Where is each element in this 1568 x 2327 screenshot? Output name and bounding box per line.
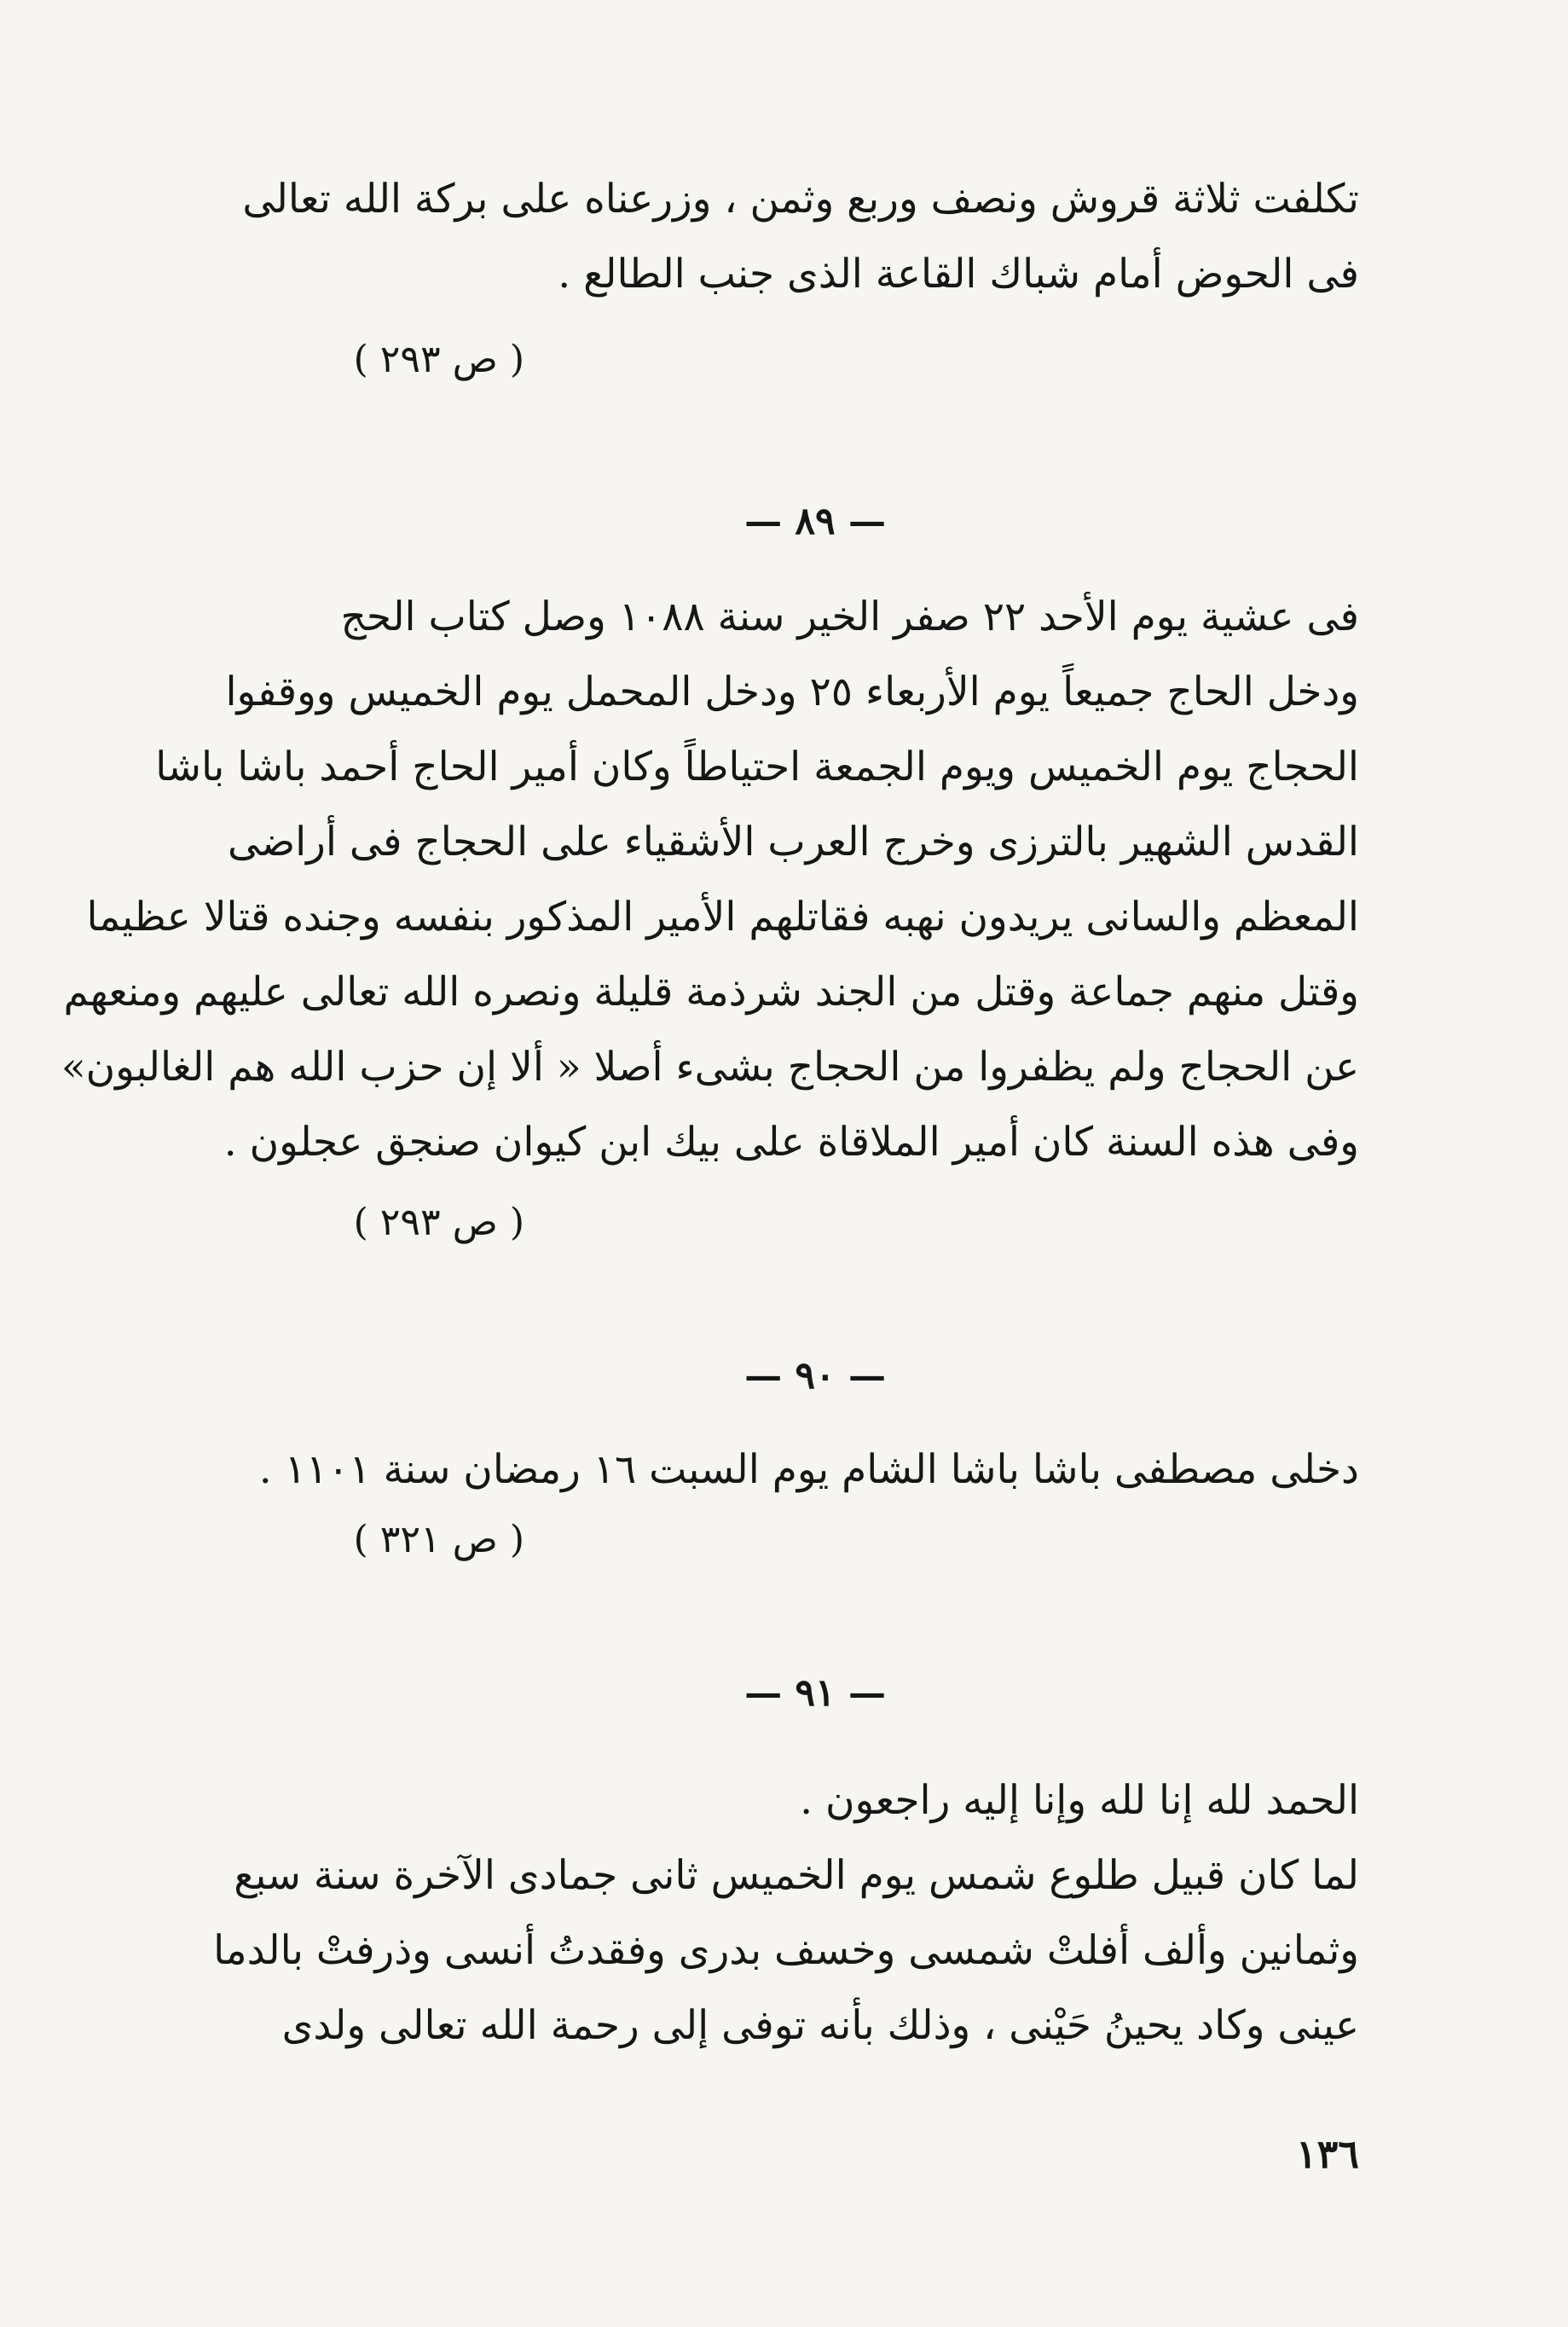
section-91-text bbox=[204, 1763, 1359, 2064]
text-line: وقتل منهم جماعة وقتل من الجند شرذمة قليلة ونصره الله تعالى عليهم ومنعهم bbox=[63, 969, 1359, 1016]
section-number: — ٩٠ — bbox=[744, 1354, 886, 1398]
text-line: وفى هذه السنة كان أمير الملاقاة على بيك ابن كيوان صنجق عجلون . bbox=[223, 1119, 1359, 1166]
text-line: ودخل الحاج جميعاً يوم الأربعاء ٢٥ ودخل المحمل يوم الخميس ووقفوا bbox=[225, 669, 1359, 715]
text-line: عينى وكاد يحينُ حَيْنى ، وذلك بأنه توفى إلى رحمة الله تعالى ولدى bbox=[281, 2002, 1359, 2049]
intro-paragraph bbox=[204, 162, 1359, 312]
text-line: الحجاج يوم الخميس ويوم الجمعة احتياطاً وكان أمير الحاج أحمد باشا باشا bbox=[155, 744, 1359, 790]
text-line: فى الحوض أمام شباك القاعة الذى جنب الطالع . bbox=[558, 251, 1359, 298]
text-line: الحمد لله إنا لله وإنا إليه راجعون . bbox=[800, 1777, 1359, 1824]
text-line: وثمانين وألف أفلتْ شمسى وخسف بدرى وفقدتُ أنسى وذرفتْ بالدما bbox=[213, 1927, 1359, 1974]
text-line: فى عشية يوم الأحد ٢٢ صفر الخير سنة ١٠٨٨ وصل كتاب الحج bbox=[340, 593, 1359, 640]
section-number: — ٨٩ — bbox=[744, 500, 886, 543]
page-reference: ( ص ٢٩٣ ) bbox=[353, 1201, 524, 1244]
text-line: عن الحجاج ولم يظفروا من الحجاج بشىء أصلا « ألا إن حزب الله هم الغالبون» bbox=[61, 1044, 1359, 1091]
page-number: ١٣٦ bbox=[1295, 2131, 1359, 2177]
text-line: تكلفت ثلاثة قروش ونصف وربع وثمن ، وزرعناه على بركة الله تعالى bbox=[242, 176, 1359, 223]
text-line: دخلى مصطفى باشا باشا الشام يوم السبت ١٦ رمضان سنة ١١٠١ . bbox=[258, 1446, 1359, 1493]
page-reference: ( ص ٢٩٣ ) bbox=[353, 338, 524, 381]
section-89-text bbox=[61, 580, 1359, 1180]
section-number: — ٩١ — bbox=[744, 1671, 886, 1715]
page-reference: ( ص ٣٢١ ) bbox=[353, 1518, 524, 1561]
section-90-text bbox=[204, 1433, 1359, 1508]
text-line: المعظم والسانى يريدون نهبه فقاتلهم الأمير المذكور بنفسه وجنده قتالا عظيما bbox=[86, 894, 1359, 941]
text-line: القدس الشهير بالترزى وخرج العرب الأشقياء على الحجاج فى أراضى bbox=[228, 819, 1359, 865]
text-line: لما كان قبيل طلوع شمس يوم الخميس ثانى جمادى الآخرة سنة سبع bbox=[234, 1852, 1359, 1899]
